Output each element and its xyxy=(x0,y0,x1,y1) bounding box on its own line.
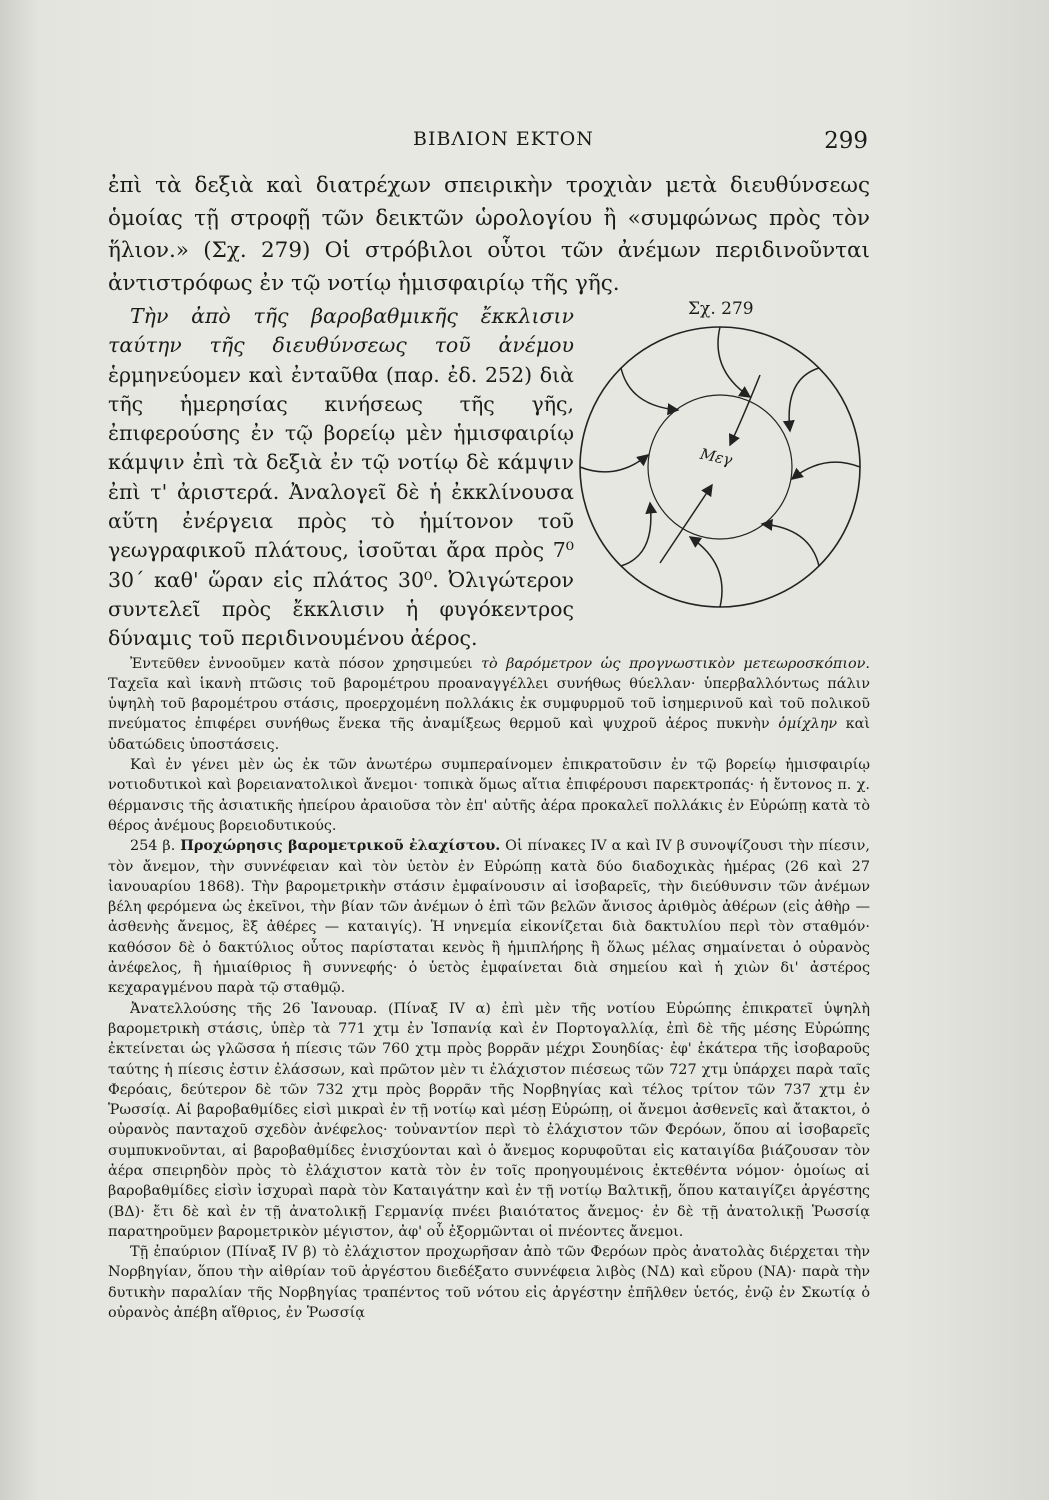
paragraph-6: Ἀνατελλούσης τῆς 26 Ἰανουαρ. (Πίναξ IV α) ἐπὶ μὲν τῆς νοτίου Εὐρώπης ἐπικρατεῖ ὑψηλὴ βαρομετρικὴ στάσις, ὑπὲρ τὰ 771 χτμ ἐν Ἰσπανίᾳ καὶ ἐν Πορτογαλλίᾳ, ἐπὶ δὲ τῆς μέσης Εὐρώπης ἐκτείνεται ὡς γλῶσσα ἡ πίεσις τῶν 760 χτμ πρὸς βορρᾶν μέχρι Σουηδίας· ἐφ' ἑκάτερα τῆς ἰσοβαροῦς ταύτης ἡ πίεσις ἐστιν ἐλάσσων, καὶ πρῶτον μὲν τι ἐλάχιστον πιέσεως τῶν 727 χτμ ὑπάρχει παρὰ ταῖς Φερόαις, δεύτερον δὲ τῶν 732 χτμ πρὸς βορρᾶν τῆς Νορβηγίας καὶ τέλος τρίτον τῶν 737 χτμ ἐν Ῥωσσίᾳ. Αἱ βαροβαθμίδες εἰσὶ μικραὶ ἐν τῇ νοτίῳ καὶ μέσῃ Εὐρώπῃ, οἱ ἄνεμοι ἀσθενεῖς καὶ ἄτακτοι, ὁ οὐρανὸς πανταχοῦ σχεδὸν ἀνέφελος· τοὐναντίον περὶ τὸ ἐλάχιστον τῶν Φερόων, ὅπου αἱ ἰσοβαρεῖς συμπυκνοῦνται, αἱ βαροβαθμίδες ἐνισχύονται καὶ ὁ ἄνεμος κορυφοῦται εἰς καταιγίδα βιάζουσαν τὸν ἀέρα σπειρηδὸν πρὸς τὸ ἐλάχιστον κατὰ τὸν ἐν τοῖς προηγουμένοις ἐκτεθέντα νόμον· ὁμοίως αἱ βαροβαθμίδες εἰσὶν ἰσχυραὶ παρὰ τὸν Καταιγάτην καὶ ἐν τῇ νοτίῳ Βαλτικῇ, ὅπου καταιγίζει ἀργέστης (ΒΔ)· ἔτι δὲ καὶ ἐν τῇ ἀνατολικῇ Γερμανίᾳ πνέει βιαιότατος ἄνεμος· ἐν δὲ τῇ ἀνατολικῇ Ῥωσσίᾳ παρατηροῦμεν βαρομετρικὸν μέγιστον, ἀφ' οὗ ἐξορμῶνται οἱ πνέοντες ἄνεμοι. xyxy=(108,1000,870,1240)
paragraph-7: Τῇ ἐπαύριον (Πίναξ IV β) τὸ ἐλάχιστον προχωρῆσαν ἀπὸ τῶν Φερόων πρὸς ἀνατολὰς διέρχεται τὴν Νορβηγίαν, ὅπου τὴν αἰθρίαν τοῦ ἀργέστου διεδέξατο συννέφεια λιβὸς (ΝΔ) καὶ εὔρου (ΝΑ)· παρὰ τὴν δυτικὴν παραλίαν τῆς Νορβηγίας τραπέντος τοῦ νότου εἰς ἀργέστην ἐπῆλθεν ὑετός, ἐνῷ ἐν Σκωτίᾳ ὁ οὐρανὸς ἀπέβη αἴθριος, ἐν Ῥωσσίᾳ xyxy=(108,1244,870,1322)
paragraph-4: Καὶ ἐν γένει μὲν ὡς ἐκ τῶν ἀνωτέρω συμπεραίνομεν ἐπικρατοῦσιν ἐν τῷ βορείῳ ἡμισφαιρίῳ νοτιοδυτικοὶ καὶ βορειανατολικοὶ ἄνεμοι· τοπικὰ ὅμως αἴτια ἐπιφέρουσι παρεκτροπάς· ἡ ἔντονος π. χ. θέρμανσις τῆς ἀσιατικῆς ἠπείρου ἀραιοῦσα τὸν ἐπ' αὐτῆς ἀέρα προκαλεῖ πολλάκις ἐν Εὐρώπῃ κατὰ τὸ θέρος ἀνέμους βορειοδυτικούς. xyxy=(108,757,870,834)
section-text: Οἱ πίνακες IV α καὶ IV β συνοψίζουσι τὴν πίεσιν, τὸν ἄνεμον, τὴν συννέφειαν καὶ τὸν ὑετὸν ἐν Εὐρώπῃ κατὰ δύο διαδοχικὰς ἡμέρας (26 καὶ 27 ἰανουαρίου 1868). Τὴν βαρομετρικὴν στάσιν ἐμφαίνουσιν αἱ ἰσοβαρεῖς, τὴν διεύθυνσιν τῶν ἀνέμων βέλη φερόμενα ὡς ἐκεῖνοι, τὴν βίαν τῶν ἀνέμων ὁ ἐπὶ τῶν βελῶν ἄνισος ἀριθμὸς ἀθέρων (εἰς ἀθὴρ — ἀσθενὴς ἄνεμος, ἓξ ἀθέρες — καταιγίς). Ἡ νηνεμία εἰκονίζεται διὰ δακτυλίου περὶ τὸν σταθμόν· καθόσον δὲ ὁ δακτύλιος οὗτος παρίσταται κενὸς ἢ ἡμιπλήρης ἢ ὅλως μέλας σημαίνεται ὁ οὐρανὸς ἀνέφελος, ἢ ἡμιαίθριος ἢ συννεφής· ὁ ὑετὸς ἐμφαίνεται διὰ σημείου καὶ ἡ χιὼν δι' ἀστέρος κεχαραγμένου παρὰ τῷ σταθμῷ. xyxy=(108,838,871,997)
paragraph-3-text-c: καὶ ὑδατώδεις ὑποστάσεις. xyxy=(108,716,871,753)
section-number: 254 β. xyxy=(130,838,176,855)
center-label: Μεγ xyxy=(698,444,734,470)
paragraph-3 xyxy=(108,654,870,755)
paragraph-2 xyxy=(108,302,574,654)
figure-caption: Σχ. 279 xyxy=(688,299,754,319)
body-text xyxy=(108,170,870,1323)
paragraph-1: ἐπὶ τὰ δεξιὰ καὶ διατρέχων σπειρικὴν τροχιὰν μετὰ διευθύνσεως ὁμοίας τῇ στροφῇ τῶν δεικτῶν ὡρολογίου ἢ «συμφώνως πρὸς τὸν ἥλιον.» (Σχ. 279) Οἱ στρόβιλοι οὗτοι τῶν ἀνέμων περιδινοῦνται ἀντιστρόφως ἐν τῷ νοτίῳ ἡμισφαιρίῳ τῆς γῆς. xyxy=(108,173,870,296)
page-number: 299 xyxy=(824,128,868,154)
paragraph-2-text: ἑρμηνεύομεν καὶ ἐνταῦθα (παρ. ἐδ. 252) διὰ τῆς ἡμερησίας κινήσεως τῆς γῆς, ἐπιφερούσης ἐν τῷ βορείῳ μὲν ἡμισφαιρίῳ κάμψιν ἐπὶ τὰ δεξιὰ ἐν τῷ νοτίῳ δὲ κάμψιν ἐπὶ τ' ἀριστερά. Ἀναλογεῖ δὲ ἡ ἐκκλίνουσα αὕτη ἐνέργεια πρὸς τὸ ἡμίτονον τοῦ γεωγραφικοῦ πλάτους, ἰσοῦται ἄρα πρὸς 7⁰ 30΄ καθ' ὥραν εἰς πλάτος 30⁰. Ὀλιγώτερον συντελεῖ πρὸς ἔκκλισιν ἡ φυγόκεντρος δύναμις τοῦ περιδινουμένου ἀέρος. xyxy=(108,362,574,651)
page-header xyxy=(108,128,868,158)
paragraph-3-text-a: Ἐντεῦθεν ἐννοοῦμεν κατὰ πόσον χρησιμεύει xyxy=(130,655,473,672)
section-heading: Προχώρησις βαρομετρικοῦ ἐλαχίστου. xyxy=(180,837,501,855)
paragraph-2-italic: Τὴν ἀπὸ τῆς βαροβαθμικῆς ἔκκλισιν ταύτην τῆς διευθύνσεως τοῦ ἀνέμου xyxy=(108,304,574,358)
paragraph-3-italic-b: ὁμίχλην xyxy=(778,716,838,733)
paragraph-3-text-b: Ταχεῖα καὶ ἱκανὴ πτῶσις τοῦ βαρομέτρου προαναγγέλλει συνήθως θύελλαν· ὑπερβαλλόντως πάλιν ὑψηλὴ τοῦ βαρομέτρου στάσις, προερχομένη πολλάκις ἐκ συμφυρμοῦ τοῦ ἰσημερινοῦ καὶ τοῦ πολικοῦ πνεύματος ἐπιφέρει συνήθως ἕνεκα τῆς ἀναμίξεως θερμοῦ καὶ ψυχροῦ ἀέρος πυκνὴν xyxy=(108,675,870,733)
section-254b xyxy=(108,836,870,998)
paragraph-3-italic-a: τὸ βαρόμετρον ὡς προγνωστικὸν μετεωροσκόπιον. xyxy=(481,655,870,672)
running-title: ΒΙΒΛΙΟΝ ΕΚΤΟΝ xyxy=(413,128,594,150)
